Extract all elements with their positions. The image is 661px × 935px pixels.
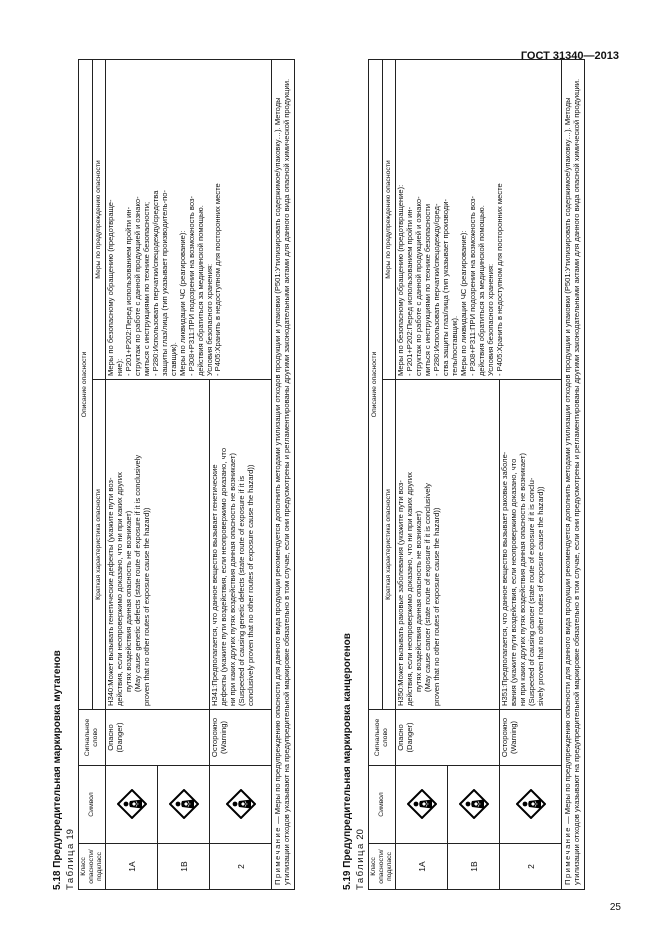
section-title: 5.18 Предупредительная маркировка мутагенов [52,650,63,890]
hazard-class: 1А [396,844,448,890]
table-label: Таблица 20 [355,829,366,890]
hazard-table [78,59,295,890]
signal-word: Опасно (Danger) [106,710,210,766]
col-brief: Краткая характеристика опасности [382,380,396,710]
section-1 [52,60,295,890]
signal-word: Осторожно (Warning) [500,710,562,766]
health-hazard-icon [226,790,256,820]
health-hazard-icon [459,790,489,820]
page-number: 25 [609,902,621,913]
col-signal: Сигнальное слово [369,710,396,766]
section-2 [342,60,585,890]
col-brief: Краткая характеристика опасности [92,380,106,710]
col-measures: Меры по предупреждению опасности [92,60,106,380]
symbol-cell [448,766,500,844]
table-row [396,60,448,890]
health-hazard-icon [516,790,546,820]
health-hazard-pictogram [117,790,147,820]
brief-description: Н350:Может вызывать раковые заболевания (укажите пути воз- действия, если неопровержимо доказано, что ни при каких других путях воздействия данная опасность не возникает) (May cause cancer (state route of exposure if it is conclusively proven that no other routes of exposure cause the hazard)) [396,380,500,710]
col-symbol: Символ [79,766,106,844]
symbol-cell [500,766,562,844]
brief-description: Н341:Предполагается, что данное вещество вызывает генетические дефекты (укажите пути воздействия, если неопровержимо доказано, что ни при каких других путях воздействия данная опасность не возникает) (Suspected of causing genetic defects (state route of exposure if it is conclusively proven that no other routes of exposure cause the hazard)) [210,380,272,710]
precaution-measures: Меры по безопасному обращению (предотвращение): - Р201+Р202:Перед использованием пройти ин- структаж по работе с данной продукцией и ознако- миться с инструкциями по технике безопасности - Р280:Использовать перчатки/спецодежду/сред- ства защиты глаз/лица (тип указывает производи- тель/поставщик). Меры по ликвидации ЧС (реагирование): - Р308+Р311:ПРИ подозрении на возможность воз- действия обратиться за медицинской помощью. Условия безопасного хранения: - Р405:Хранить в недоступном для посторонних месте [396,60,562,380]
section-title: 5.19 Предупредительная маркировка канцерогенов [342,633,353,890]
health-hazard-icon [117,790,147,820]
hazard-table [368,59,585,890]
symbol-cell [396,766,448,844]
symbol-cell [106,766,158,844]
precaution-measures: Меры по безопасному обращению (предотвраще- ние): - Р201+Р202:Перед использованием пройти ин- структаж по работе с данной продукцией и ознако- миться с инструкциями по технике безопасности; - Р280:Использовать перчатки/спецодежду/средства защиты глаз/лица (тип указывает производитель-по- ставщик). Меры по ликвидации ЧС (реагирование): - Р308+Р311:ПРИ подозрении на возможность воз- действия обратиться за медицинской помощью. Условия безопасного хранения: - Р405:Хранить в недоступном для посторонних месте [106,60,272,380]
col-description: Описание опасности [79,60,93,710]
brief-description: Н340:Может вызывать генетические дефекты (укажите пути воз- действия, если неопровержимо доказано, что ни при каких других путях воздействия данная опасность не возникает) (May cause genetic defects (state route of exposure if it is conclusively proven that no other routes of exposure cause the hazard)) [106,380,210,710]
col-symbol: Символ [369,766,396,844]
health-hazard-pictogram [226,790,256,820]
col-measures: Меры по предупреждению опасности [382,60,396,380]
col-description: Описание опасности [369,60,383,710]
health-hazard-icon [407,790,437,820]
table-note: Примечание — Меры по предупреждению опасности для данного вида продукции рекомендуется дополнить методами утилизации отходов продукции и упаковки (Р501:Утилизировать содержимое/упаковку…). Методы утилизации отходов указывают на предупредительной маркировке обязательно в том случае, если они предусмотрены и регламентированы другими законодательными актами для данного вида опасной химической продукции. [562,60,585,890]
signal-word: Опасно (Danger) [396,710,500,766]
hazard-class: 1В [448,844,500,890]
table-label: Таблица 19 [65,829,76,890]
brief-description: Н351:Предполагается, что данное вещество вызывает раковые заболе- вания (укажите пути воздействия, если неопровержимо доказано, что ни при каких других путях воздействия данная опасность не возникает) (Suspected of causing cancer (state route of exposure if it is conclu- sively proven that no other routes of exposure cause the hazard)) [500,380,562,710]
table-note: Примечание — Меры по предупреждению опасности для данного вида продукции рекомендуется дополнить методами утилизации отходов продукции и упаковки (Р501:Утилизировать содержимое/упаковку…). Методы утилизации отходов указывают на предупредительной маркировке обязательно в том случае, если они предусмотрены и регламентированы другими законодательными актами для данного вида опасной химической продукции. [272,60,295,890]
table-row [106,60,158,890]
hazard-class: 1А [106,844,158,890]
health-hazard-icon [169,790,199,820]
document-code: ГОСТ 31340—2013 [520,50,619,62]
signal-word: Осторожно (Warning) [210,710,272,766]
health-hazard-pictogram [407,790,437,820]
col-class: Класс опасности/ подкласс [369,844,396,890]
hazard-class: 2 [500,844,562,890]
health-hazard-pictogram [169,790,199,820]
hazard-class: 1В [158,844,210,890]
health-hazard-pictogram [459,790,489,820]
symbol-cell [210,766,272,844]
col-signal: Сигнальное слово [79,710,106,766]
symbol-cell [158,766,210,844]
col-class: Класс опасности/ подкласс [79,844,106,890]
hazard-class: 2 [210,844,272,890]
health-hazard-pictogram [516,790,546,820]
rotated-content [52,60,612,890]
